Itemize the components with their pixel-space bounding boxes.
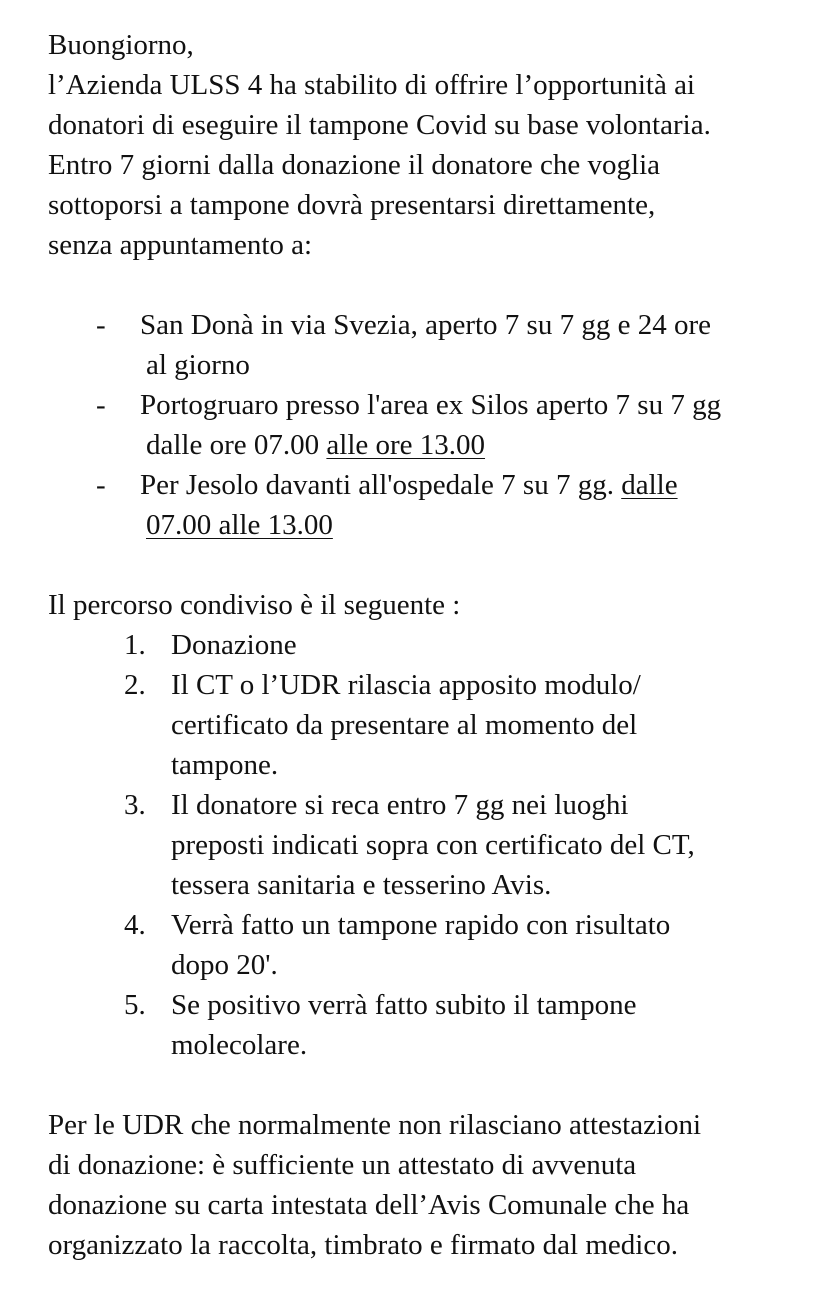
location-line-continued <box>140 345 808 385</box>
procedure-step <box>48 785 808 905</box>
location-text: al giorno <box>146 349 250 381</box>
step-line: tampone. <box>171 749 279 781</box>
step-number: 1. <box>124 629 146 661</box>
closing-line: di donazione: è sufficiente un attestato di avvenuta <box>48 1149 637 1181</box>
dash-bullet-icon: - <box>96 309 106 341</box>
procedure-step <box>48 905 808 985</box>
intro-line: Entro 7 giorni dalla donazione il donatore che voglia <box>48 149 661 181</box>
locations-list <box>48 305 808 545</box>
procedure-heading: Il percorso condiviso è il seguente : <box>48 589 461 621</box>
document-body <box>48 25 808 1265</box>
step-line: tessera sanitaria e tesserino Avis. <box>171 869 552 901</box>
location-item <box>48 305 808 385</box>
closing-line: donazione su carta intestata dell’Avis Comunale che ha <box>48 1189 690 1221</box>
step-line: dopo 20'. <box>171 949 278 981</box>
procedure-steps <box>48 625 808 1065</box>
step-line: Il donatore si reca entro 7 gg nei luoghi <box>171 789 629 821</box>
intro-line: senza appuntamento a: <box>48 229 313 261</box>
step-number: 4. <box>124 909 146 941</box>
step-line: Il CT o l’UDR rilascia apposito modulo/ <box>171 669 641 701</box>
location-item <box>48 385 808 465</box>
intro-line: sottoporsi a tampone dovrà presentarsi direttamente, <box>48 189 656 221</box>
blank-line <box>48 1065 808 1105</box>
step-line: Se positivo verrà fatto subito il tampone <box>171 989 637 1021</box>
procedure-section <box>48 585 808 1065</box>
step-number: 2. <box>124 669 146 701</box>
location-line-continued <box>140 505 808 545</box>
location-line <box>140 469 678 501</box>
intro-line: l’Azienda ULSS 4 ha stabilito di offrire l’opportunità ai <box>48 69 695 101</box>
procedure-step <box>48 985 808 1065</box>
blank-line <box>48 265 808 305</box>
closing-line: organizzato la raccolta, timbrato e firmato dal medico. <box>48 1229 678 1261</box>
intro-section <box>48 25 808 265</box>
location-text: dalle ore 07.00 <box>146 429 327 461</box>
step-number: 5. <box>124 989 146 1021</box>
intro-line: donatori di eseguire il tampone Covid su base volontaria. <box>48 109 711 141</box>
closing-section <box>48 1105 808 1265</box>
location-hours-underlined: dalle <box>621 469 678 501</box>
step-line: Donazione <box>171 629 297 661</box>
procedure-step <box>48 625 808 665</box>
step-line: molecolare. <box>171 1029 308 1061</box>
step-number: 3. <box>124 789 146 821</box>
closing-line: Per le UDR che normalmente non rilasciano attestazioni <box>48 1109 702 1141</box>
location-line-continued <box>140 425 808 465</box>
greeting: Buongiorno, <box>48 29 194 61</box>
dash-bullet-icon: - <box>96 469 106 501</box>
location-line: San Donà in via Svezia, aperto 7 su 7 gg e 24 ore <box>140 309 711 341</box>
step-line: Verrà fatto un tampone rapido con risultato <box>171 909 671 941</box>
blank-line <box>48 545 808 585</box>
dash-bullet-icon: - <box>96 389 106 421</box>
step-line: preposti indicati sopra con certificato del CT, <box>171 829 695 861</box>
location-hours-underlined: 07.00 alle 13.00 <box>146 509 333 541</box>
location-hours-underlined: alle ore 13.00 <box>326 429 486 461</box>
location-line: Portogruaro presso l'area ex Silos aperto 7 su 7 gg <box>140 389 722 421</box>
step-line: certificato da presentare al momento del <box>171 709 638 741</box>
location-text: Per Jesolo davanti all'ospedale 7 su 7 gg. <box>140 469 622 501</box>
procedure-step <box>48 665 808 785</box>
location-item <box>48 465 808 545</box>
